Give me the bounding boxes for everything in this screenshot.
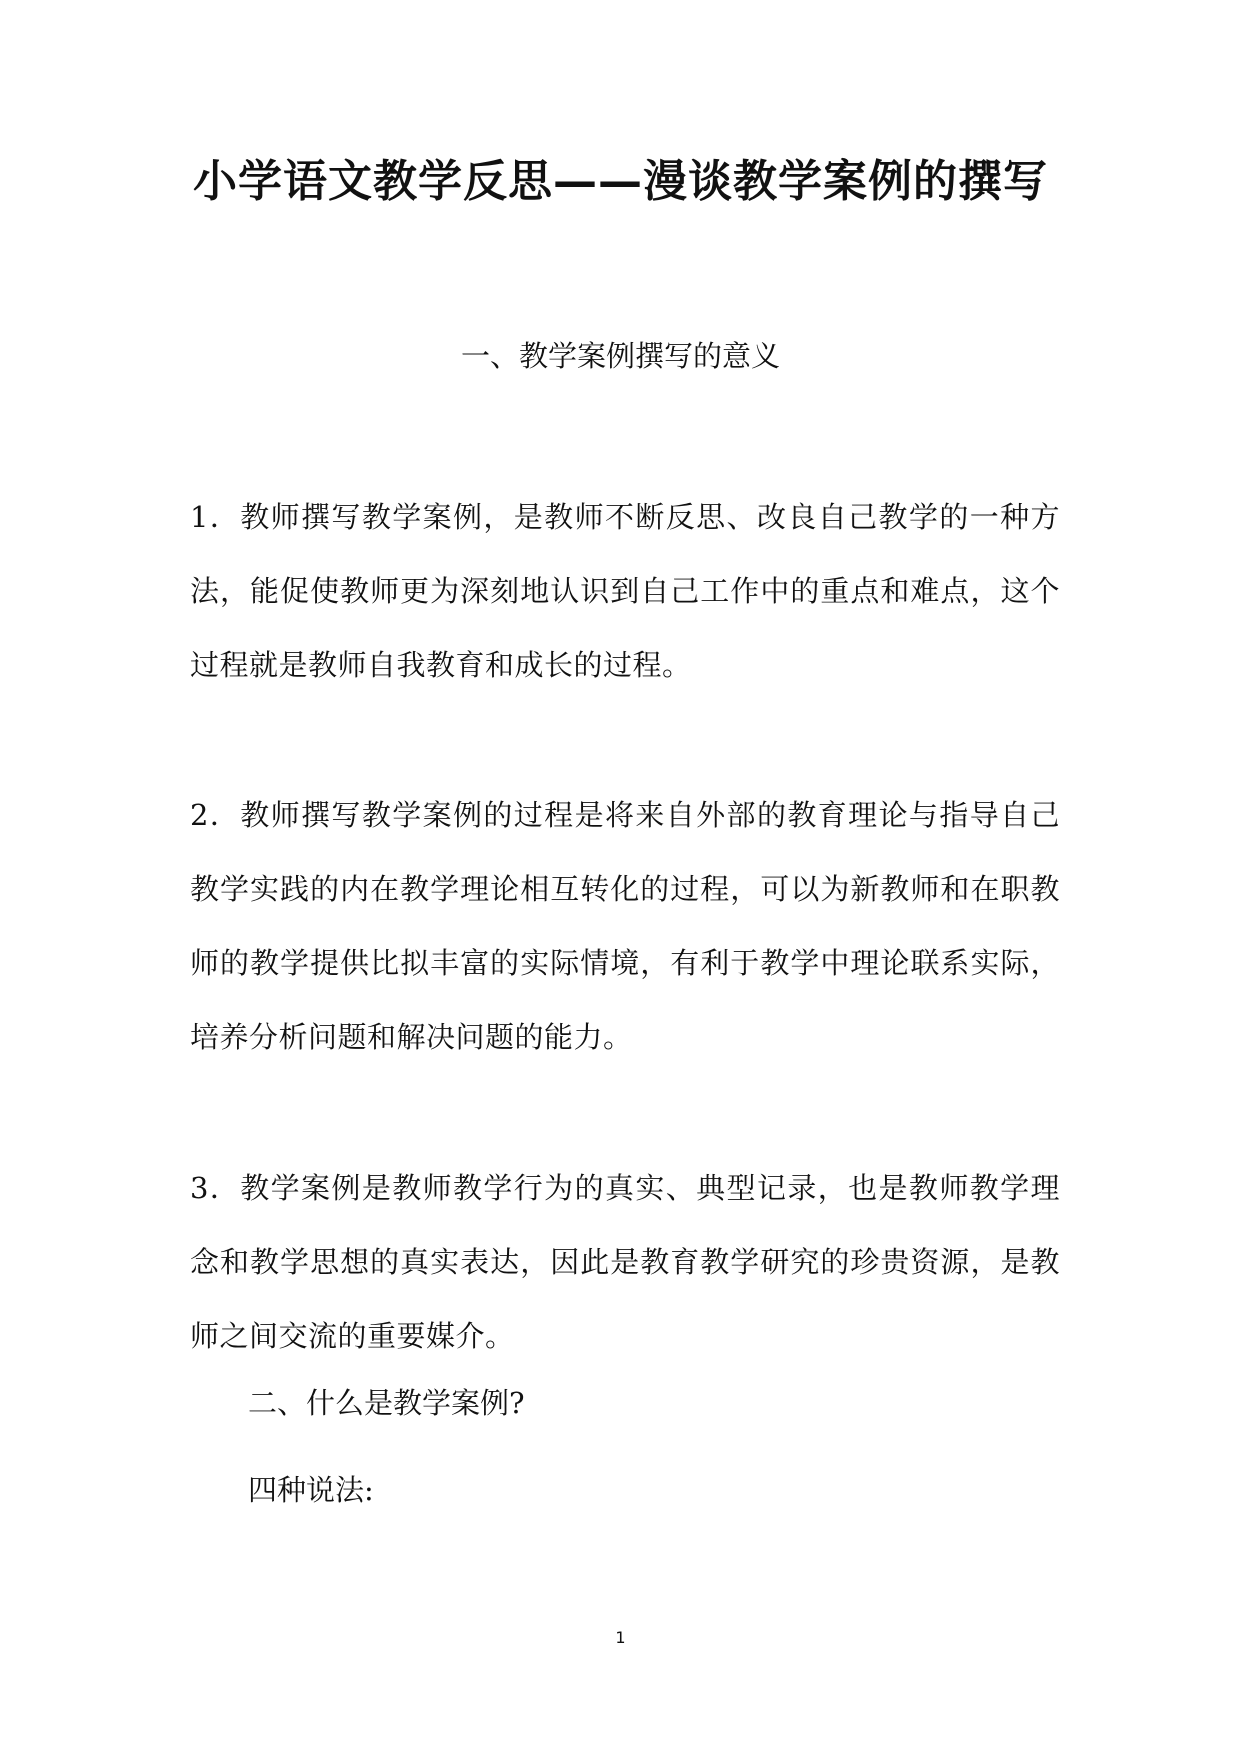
section-heading-what-is-case: 二、什么是教学案例? <box>248 1386 525 1420</box>
section-heading-significance: 一、教学案例撰写的意义 <box>460 339 780 373</box>
paragraph-3: 3．教学案例是教师教学行为的真实、典型记录，也是教师教学理念和教学思想的真实表达，因此是教育教学研究的珍贵资源，是教师之间交流的重要媒介。 <box>190 1171 1060 1353</box>
paragraph-2: 2．教师撰写教学案例的过程是将来自外部的教育理论与指导自己教学实践的内在教学理论相互转化的过程，可以为新教师和在职教师的教学提供比拟丰富的实际情境，有利于教学中理论联系实际，培养分析问题和解决问题的能力。 <box>190 798 1060 1054</box>
page-number: 1 <box>615 1628 626 1647</box>
document-title: 小学语文教学反思——漫谈教学案例的撰写 <box>193 156 1048 207</box>
paragraph-1: 1．教师撰写教学案例，是教师不断反思、改良自己教学的一种方法，能促使教师更为深刻地认识到自己工作中的重点和难点，这个过程就是教师自我教育和成长的过程。 <box>190 500 1060 682</box>
four-views-label: 四种说法: <box>248 1473 374 1507</box>
